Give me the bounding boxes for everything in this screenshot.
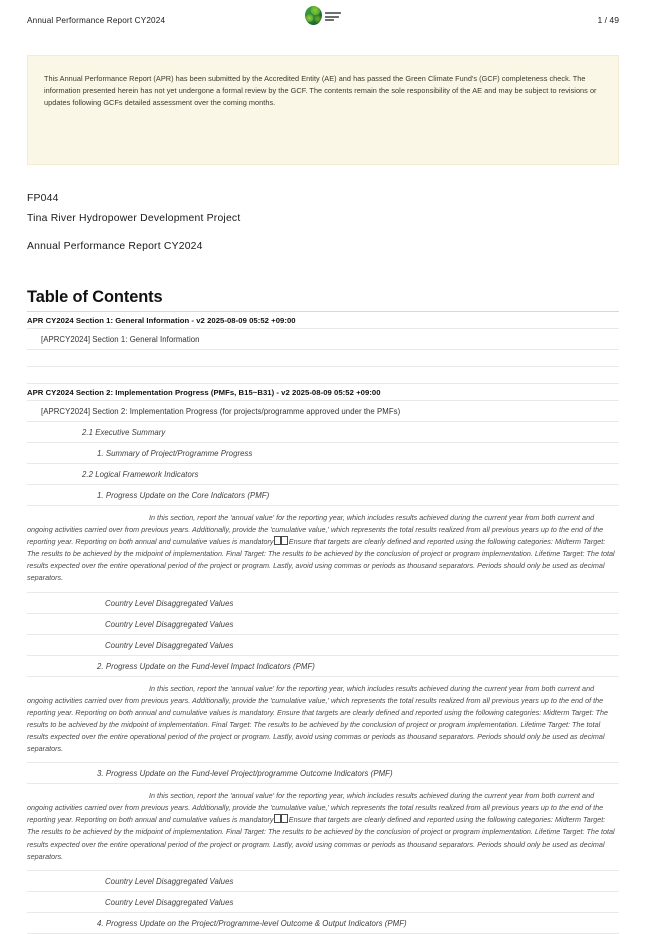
table-of-contents-heading: Table of Contents: [27, 288, 619, 312]
instruction-text-part: In this section, report the 'annual value' for the reporting year, which includes results achieved during the current year from both current and ongoing activities carried over from previous years. Additionally, provide the 'cumulative value,' which represents the total results realized from all previous years up to the end of the reporting year. Reporting on both annual and cumulative values is mandatory. Ensure that targets are clearly defined and reported using the following categories: Midterm Target: The results to be achieved by the midpoint of implementation. Final Target: The results to be achieved by the conclusion of project or program implementation. Lifetime Target: The total results expected over the entire operational period of the project or program. Lastly, avoid using commas or periods as thousand separators. Periods should only be used as decimal separators.: [27, 683, 609, 754]
page-content: [0, 55, 646, 934]
toc-entry[interactable]: [27, 485, 619, 506]
toc-entry[interactable]: [27, 443, 619, 464]
toc-entry-label: 2. Progress Update on the Fund-level Impact Indicators (PMF): [97, 661, 315, 671]
toc-entry[interactable]: [27, 635, 619, 656]
toc-entry-label: Country Level Disaggregated Values: [105, 598, 234, 608]
toc-instruction-paragraph: [27, 784, 619, 871]
toc-section-label: APR CY2024 Section 2: Implementation Progress (PMFs, B15~B31) - v2 2025-08-09 05:52 +09:00: [27, 388, 381, 397]
toc-section-header[interactable]: [27, 312, 619, 329]
toc-entry-label: 2.2 Logical Framework Indicators: [82, 470, 199, 479]
page-header: [0, 0, 646, 32]
instruction-text: [27, 683, 619, 756]
toc-section-label: APR CY2024 Section 1: General Information - v2 2025-08-09 05:52 +09:00: [27, 316, 296, 325]
toc-entry-label: 1. Progress Update on the Core Indicators (PMF): [97, 491, 270, 500]
toc-entry[interactable]: [27, 422, 619, 443]
project-code: FP044: [27, 193, 59, 204]
toc-entry-label: [APRCY2024] Section 1: General Information: [41, 335, 200, 344]
green-climate-fund-logo: [305, 6, 341, 25]
missing-glyph-box: [274, 536, 281, 545]
toc-spacer-row: [27, 350, 619, 367]
toc-entry-label: 2.1 Executive Summary: [82, 428, 166, 437]
table-of-contents-list: [27, 312, 619, 934]
toc-entry-label: Country Level Disaggregated Values: [105, 876, 234, 886]
report-name: Annual Performance Report CY2024: [27, 241, 203, 252]
instruction-text-part: In this section, report the 'annual value' for the reporting year, which includes results achieved during the current year from both current and ongoing activities carried over from previous years. Additionally, provide the 'cumulative value,' which represents the total results realized from all previous years up to the end of the reporting year. Reporting on both annual and cumulative values is mandatory: [27, 791, 604, 825]
instruction-text: [27, 512, 619, 585]
globe-icon: [305, 6, 322, 25]
toc-section-header[interactable]: [27, 384, 619, 401]
disclaimer-notice: [27, 55, 619, 165]
instruction-text-part: Ensure that targets are clearly defined and reported using the following categories: Midterm Target: The results to be achieved by the midpoint of implementation. Final Target: The results to be achieved by the conclusion of project or program implementation. Lifetime Target: The total results expected over the entire operational period of the project or program. Lastly, avoid using commas or periods as thousand separators. Periods should only be used as decimal separators.: [27, 815, 615, 861]
toc-entry[interactable]: [27, 614, 619, 635]
project-name: Tina River Hydropower Development Project: [27, 213, 241, 224]
toc-entry[interactable]: [27, 464, 619, 485]
toc-entry[interactable]: [27, 593, 619, 614]
toc-entry[interactable]: [27, 913, 619, 934]
toc-entry[interactable]: [27, 401, 619, 422]
disclaimer-text: This Annual Performance Report (APR) has been submitted by the Accredited Entity (AE) and has passed the Green Climate Fund's (GCF) completeness check. The information presented herein has not yet undergone a formal review by the GCF. The contents remain the sole responsibility of the AE and may be subject to revisions or updates following GCFs detailed assessment over the coming months.: [44, 74, 597, 108]
document-title-block: [27, 189, 619, 256]
missing-glyph-box: [281, 814, 288, 823]
toc-entry[interactable]: [27, 763, 619, 784]
header-report-title: Annual Performance Report CY2024: [27, 15, 166, 25]
toc-entry[interactable]: [27, 892, 619, 913]
missing-glyph-box: [281, 536, 288, 545]
toc-entry-label: 4. Progress Update on the Project/Programme-level Outcome & Output Indicators (PMF): [97, 918, 407, 928]
toc-instruction-paragraph: [27, 677, 619, 764]
page-number: 1 / 49: [597, 15, 619, 25]
toc-entry[interactable]: [27, 329, 619, 350]
instruction-text-part: In this section, report the 'annual value' for the reporting year, which includes results achieved during the current year from both current and ongoing activities carried over from previous years. Additionally, provide the 'cumulative value,' which represents the total results realized from all previous years up to the end of the reporting year. Reporting on both annual and cumulative values is mandatory: [27, 513, 604, 547]
toc-entry-label: Country Level Disaggregated Values: [105, 897, 234, 907]
instruction-text-part: Ensure that targets are clearly defined and reported using the following categories: Midterm Target: The results to be achieved by the midpoint of implementation. Final Target: The results to be achieved by the conclusion of project or program implementation. Lifetime Target: The total results expected over the entire operational period of the project or program. Lastly, avoid using commas or periods as thousand separators. Periods should only be used as decimal separators.: [27, 537, 615, 583]
toc-entry-label: 3. Progress Update on the Fund-level Project/programme Outcome Indicators (PMF): [97, 769, 393, 779]
toc-instruction-paragraph: [27, 506, 619, 593]
toc-spacer-row: [27, 367, 619, 384]
instruction-text: [27, 790, 619, 863]
toc-entry-label: Country Level Disaggregated Values: [105, 619, 234, 629]
toc-entry[interactable]: [27, 656, 619, 677]
toc-entry-label: [APRCY2024] Section 2: Implementation Progress (for projects/programme approved under the PMFs): [41, 407, 401, 416]
toc-entry-label: Country Level Disaggregated Values: [105, 640, 234, 650]
gcf-wordmark: [325, 10, 341, 21]
missing-glyph-box: [274, 814, 281, 823]
toc-entry[interactable]: [27, 871, 619, 892]
toc-entry-label: 1. Summary of Project/Programme Progress: [97, 449, 253, 458]
